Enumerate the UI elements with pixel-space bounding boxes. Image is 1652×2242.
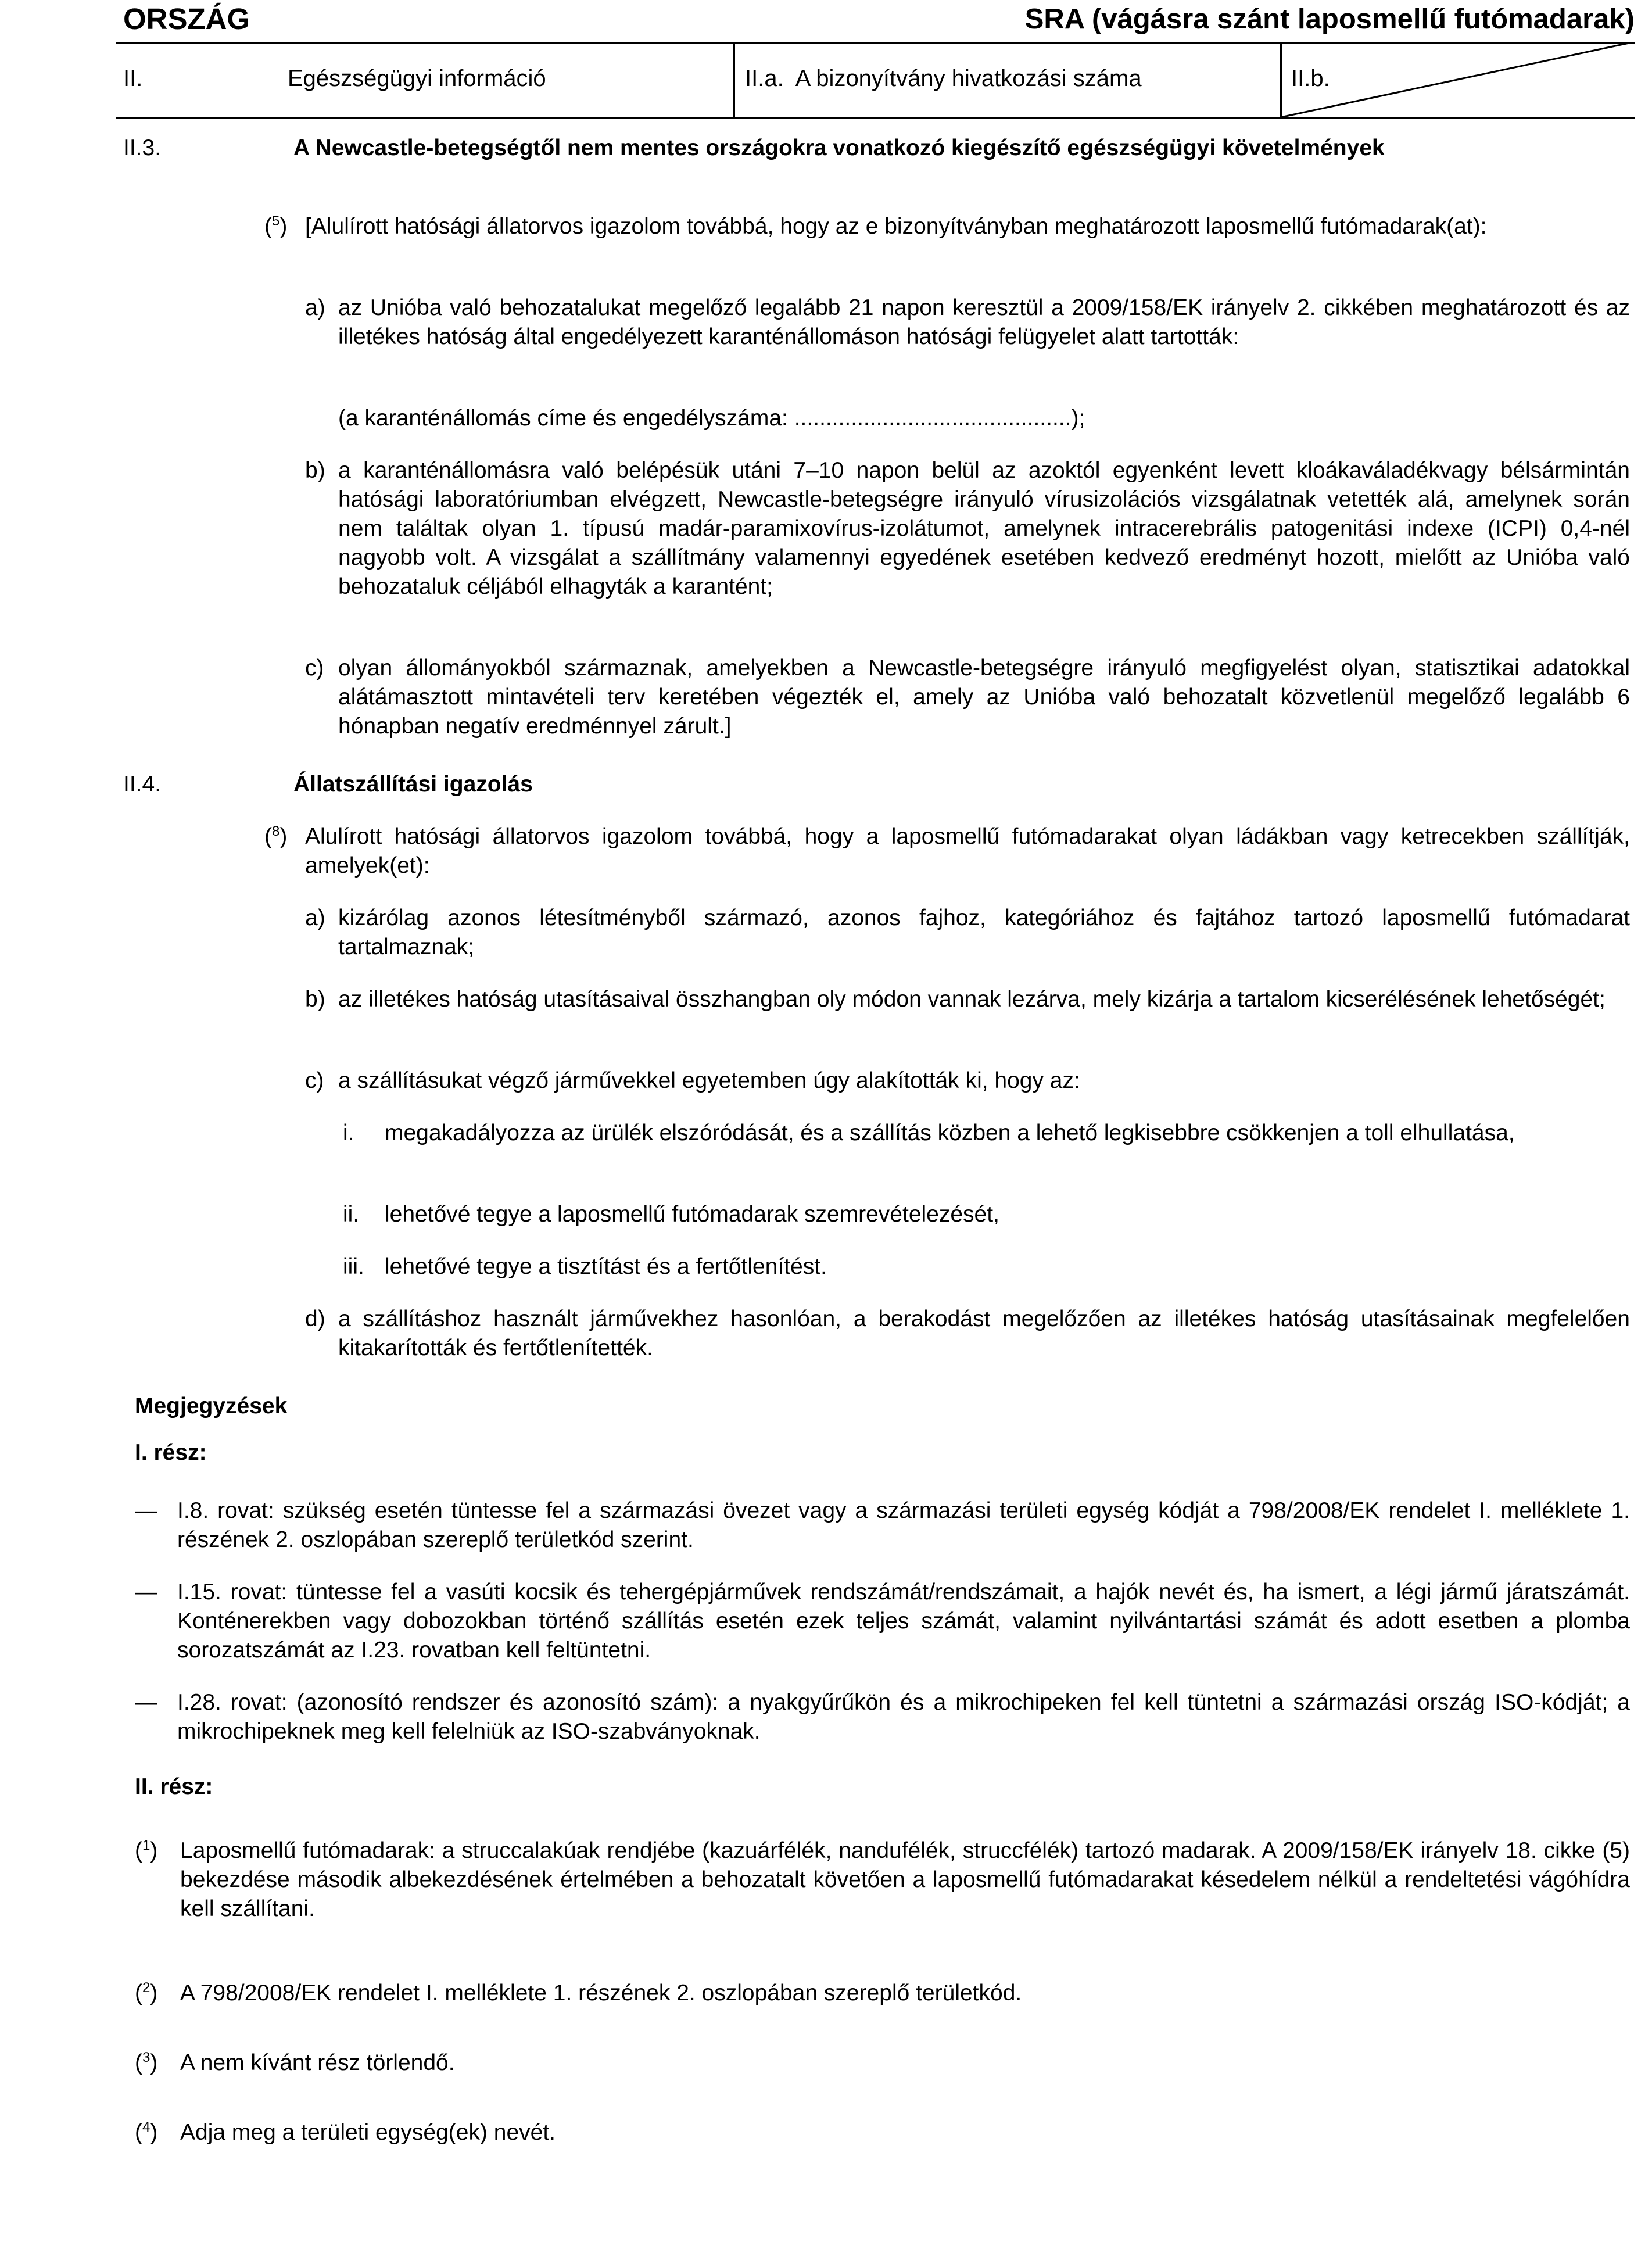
footnote-ref-5: ($^5$) bbox=[264, 213, 288, 239]
section-ii4-ciii-label: iii. bbox=[343, 1254, 364, 1279]
section-ii4-cii-label: ii. bbox=[343, 1202, 360, 1227]
notes-heading: Megjegyzések bbox=[135, 1394, 288, 1419]
section-ii3-a-label: a) bbox=[305, 295, 325, 320]
footnote-4-text: Adja meg a területi egység(ek) nevét. bbox=[180, 2120, 556, 2145]
footnote-3-mark: ($^3$) bbox=[135, 2050, 158, 2075]
footnote-1-text: Laposmellű futómadarak: a struccalakúak rendjébe (kazuárfélék, nandufélék, struccfélék) tartozó madarak. A 2009/158/EK irányelv 18. cikke (5) bekezdése második albekezdésének értelmében a behozatalt követően a laposmellű futómadarakat késedelem nélkül a rendeltetési vágóhídra kell szállítani. bbox=[180, 1838, 1630, 1921]
note-dash-3: — bbox=[135, 1690, 157, 1715]
note-dash-2: — bbox=[135, 1580, 157, 1605]
section-ii3-number: II.3. bbox=[123, 135, 162, 160]
footnote-ref-8: ($^8$) bbox=[264, 823, 288, 849]
section-ii4-a-text: kizárólag azonos létesítményből származó, azonos fajhoz, kategóriához és fajtához tartozó laposmellű futómadarat tartalmaznak; bbox=[338, 905, 1630, 959]
section-ii4-d-label: d) bbox=[305, 1306, 325, 1331]
reference-number-label: II.a. A bizonyítvány hivatkozási száma bbox=[745, 66, 1142, 91]
footnote-3-text: A nem kívánt rész törlendő. bbox=[180, 2050, 455, 2075]
section-ii3-title: A Newcastle-betegségtől nem mentes országokra vonatkozó kiegészítő egészségügyi követelmények bbox=[293, 135, 1385, 160]
section-ii4-number: II.4. bbox=[123, 772, 162, 797]
header-divider-1 bbox=[733, 42, 735, 117]
part-number: II. bbox=[123, 66, 143, 91]
certificate-title: SRA (vágásra szánt laposmellű futómadarak) bbox=[1024, 3, 1635, 35]
header-diagonal-line bbox=[1280, 42, 1636, 119]
section-ii4-d-text: a szállításhoz használt járművekhez hasonlóan, a berakodást megelőzően az illetékes hatóság utasításainak megfelelően kitakarították és fertőtlenítették. bbox=[338, 1306, 1630, 1360]
section-ii3-c-text: olyan állományokból származnak, amelyekben a Newcastle-betegségre irányuló megfigyelést olyan, statisztikai adatokkal alátámasztott mintavételi terv keretében végezték el, amely az Unióba való behozatalt közvetlenül megelőző legalább 6 hónapban negatív eredménnyel zárult.] bbox=[338, 656, 1630, 739]
part-title: Egészségügyi információ bbox=[288, 66, 546, 91]
footnote-2-mark: ($^2$) bbox=[135, 1980, 158, 2005]
footnote-2-text: A 798/2008/EK rendelet I. melléklete 1. részének 2. oszlopában szereplő területkód. bbox=[180, 1980, 1022, 2005]
section-ii3-a-text: az Unióba való behozatalukat megelőző legalább 21 napon keresztül a 2009/158/EK irányelv 2. cikkében meghatározott és az illetékes hatóság által engedélyezett karanténállomáson hatósági felügyelet alatt tartották: bbox=[338, 295, 1630, 349]
section-ii3-b-text: a karanténállomásra való belépésük utáni 7–10 napon belül az azoktól egyenként levett kloákaváladékvagy bélsármintán hatósági laboratóriumban elvégzett, Newcastle-betegségre irányuló vírusizolációs vizsgálatnak vetették alá, amelynek során nem találtak olyan 1. típusú madár-paramixovírus-izolátumot, amelynek intracerebrális patogenitási indexe (ICPI) 0,4-nél nagyobb volt. A vizsgálat a szállítmány valamennyi egyedének esetében kedvező eredményt hozott, mielőtt az Unióba való behozataluk céljából elhagyták a karantént; bbox=[338, 458, 1630, 599]
note-i8: I.8. rovat: szükség esetén tüntesse fel a származási övezet vagy a származási területi egység kódját a 798/2008/EK rendelet I. melléklete 1. részének 2. oszlopában szereplő területkód szerint. bbox=[177, 1498, 1630, 1552]
section-ii4-b-text: az illetékes hatóság utasításaival összhangban oly módon vannak lezárva, mely kizárja a tartalom kicserélésének lehetőségét; bbox=[338, 987, 1606, 1012]
cell-iib-label: II.b. bbox=[1291, 66, 1330, 91]
section-ii4-cii-text: lehetővé tegye a laposmellű futómadarak szemrevételezését, bbox=[385, 1202, 999, 1227]
section-ii4-ciii-text: lehetővé tegye a tisztítást és a fertőtlenítést. bbox=[385, 1254, 827, 1279]
section-ii4-b-label: b) bbox=[305, 987, 325, 1012]
notes-part1-heading: I. rész: bbox=[135, 1440, 207, 1465]
notes-part2-heading: II. rész: bbox=[135, 1774, 213, 1799]
footnote-1-mark: ($^1$) bbox=[135, 1838, 158, 1863]
section-ii4-c-text: a szállításukat végző járművekkel egyetemben úgy alakították ki, hogy az: bbox=[338, 1068, 1080, 1093]
section-ii4-c-label: c) bbox=[305, 1068, 324, 1093]
section-ii3-intro: [Alulírott hatósági állatorvos igazolom továbbá, hogy az e bizonyítványban meghatározott laposmellű futómadarak(at): bbox=[305, 214, 1487, 239]
quarantine-station-field: (a karanténállomás címe és engedélyszáma: ............................................); bbox=[338, 406, 1085, 431]
section-ii4-ci-text: megakadályozza az ürülék elszóródását, és a szállítás közben a lehető legkisebbre csökkenjen a toll elhullatása, bbox=[385, 1120, 1515, 1145]
section-ii4-ci-label: i. bbox=[343, 1120, 354, 1145]
footnote-4-mark: ($^4$) bbox=[135, 2119, 158, 2145]
note-dash-1: — bbox=[135, 1498, 157, 1523]
section-ii4-title: Állatszállítási igazolás bbox=[293, 772, 533, 797]
note-i28: I.28. rovat: (azonosító rendszer és azonosító szám): a nyakgyűrűkön és a mikrochipeken fel kell tüntetni a származási ország ISO-kódját; a mikrochipeknek meg kell felelniük az ISO-szabványoknak. bbox=[177, 1690, 1630, 1744]
section-ii4-a-label: a) bbox=[305, 905, 325, 930]
section-ii3-c-label: c) bbox=[305, 656, 324, 681]
country-label: ORSZÁG bbox=[123, 2, 250, 35]
note-i15: I.15. rovat: tüntesse fel a vasúti kocsik és tehergépjárművek rendszámát/rendszámait, a hajók nevét és, ha ismert, a légi jármű járatszámát. Konténerekben vagy dobozokban történő szállítás esetén ezek teljes számát, valamint nyilvántartási számát és adott esetben a plomba sorozatszámát az I.23. rovatban kell feltüntetni. bbox=[177, 1580, 1630, 1663]
section-ii4-intro: Alulírott hatósági állatorvos igazolom továbbá, hogy a laposmellű futómadarakat olyan ládákban vagy ketrecekben szállítják, amelyek(et): bbox=[305, 824, 1630, 878]
section-ii3-b-label: b) bbox=[305, 458, 325, 483]
